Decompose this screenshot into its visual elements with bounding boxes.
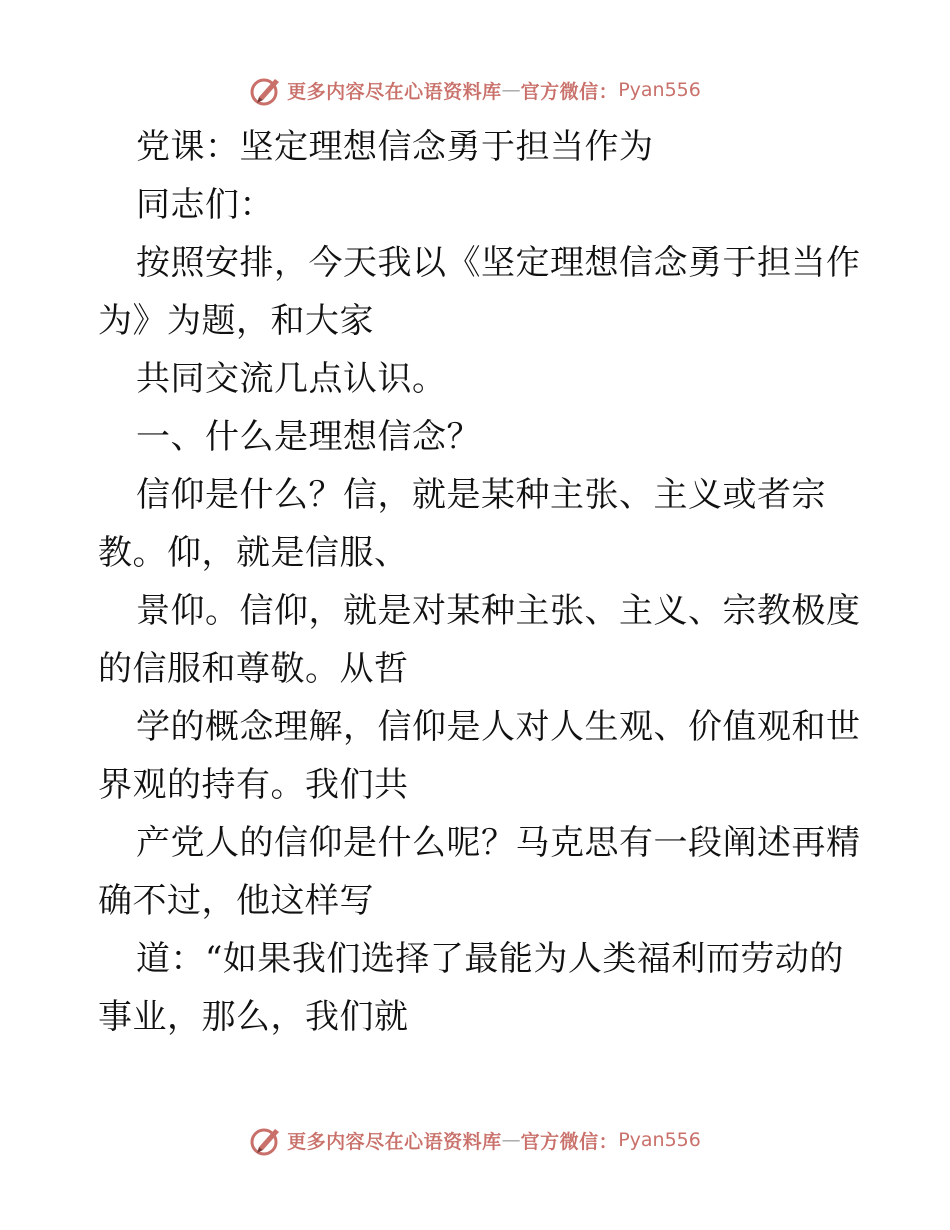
banner-wechat-label: 官方微信： bbox=[520, 1130, 619, 1153]
text-line: 信仰是什么？信，就是某种主张、主义或者宗 bbox=[136, 475, 826, 515]
text-line: 景仰。信仰，就是对某种主张、主义、宗教极度 bbox=[136, 591, 861, 631]
text-line: 学的概念理解，信仰是人对人生观、价值观和世 bbox=[136, 707, 861, 747]
header-banner bbox=[0, 70, 950, 110]
banner-wechat-id: Pyan556 bbox=[618, 1129, 701, 1151]
text-line: 界观的持有。我们共 bbox=[98, 765, 409, 805]
text-line: 共同交流几点认识。 bbox=[136, 359, 447, 399]
text-line: 的信服和尊敬。从哲 bbox=[98, 649, 409, 689]
document-body bbox=[98, 118, 861, 1046]
text-line: 为》为题，和大家 bbox=[98, 301, 374, 341]
text-line: 产党人的信仰是什么呢？马克思有一段阐述再精 bbox=[136, 823, 861, 863]
text-line: 道：“如果我们选择了最能为人类福利而劳动的 bbox=[136, 939, 844, 979]
banner-wechat-id: Pyan556 bbox=[618, 79, 701, 101]
banner-separator: — bbox=[501, 79, 521, 101]
pen-logo-icon bbox=[249, 73, 283, 107]
banner-separator: — bbox=[501, 1129, 521, 1151]
banner-main-text: 更多内容尽在心语资料库 bbox=[287, 1130, 502, 1153]
text-line: 一、什么是理想信念？ bbox=[136, 417, 481, 457]
pen-logo-icon bbox=[249, 1123, 283, 1157]
banner-wechat-label: 官方微信： bbox=[520, 80, 619, 103]
text-line: 同志们： bbox=[136, 185, 274, 225]
footer-banner bbox=[0, 1120, 950, 1160]
text-line: 党课：坚定理想信念勇于担当作为 bbox=[136, 127, 654, 167]
text-line: 确不过，他这样写 bbox=[98, 881, 374, 921]
text-line: 事业，那么，我们就 bbox=[98, 997, 409, 1037]
banner-main-text: 更多内容尽在心语资料库 bbox=[287, 80, 502, 103]
text-line: 教。仰，就是信服、 bbox=[98, 533, 409, 573]
text-line: 按照安排，今天我以《坚定理想信念勇于担当作 bbox=[136, 243, 861, 283]
